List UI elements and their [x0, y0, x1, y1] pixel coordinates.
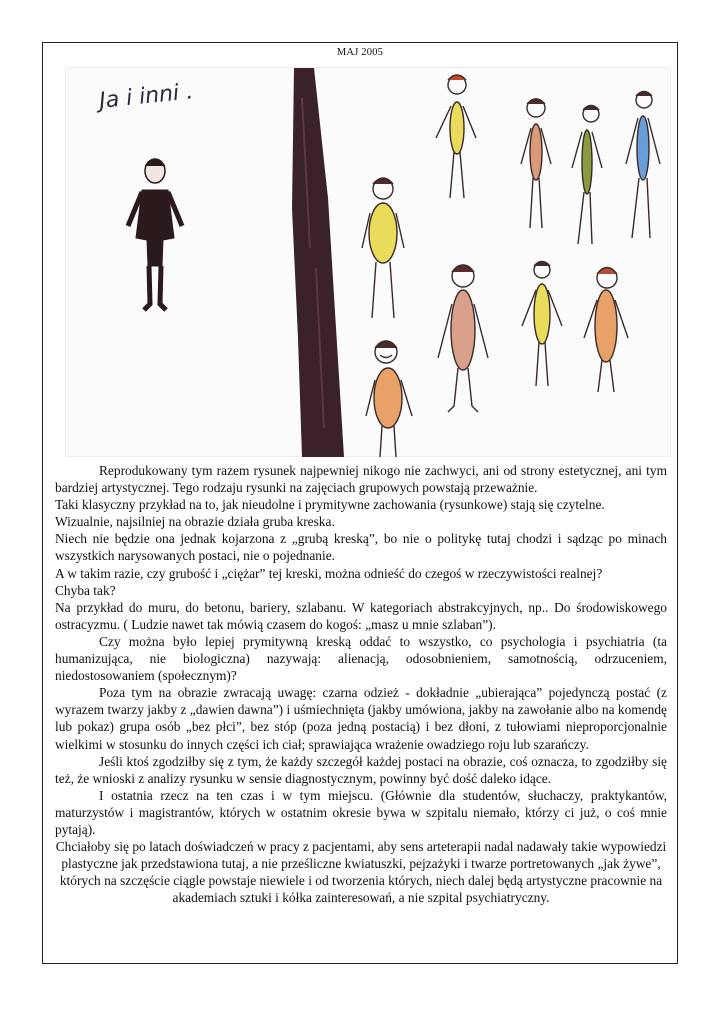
lone-dark-figure — [128, 159, 182, 310]
article-body — [55, 462, 667, 906]
paragraph: A w takim razie, czy grubość i „ciężar” tej kreski, można odnieść do czegoś w rzeczywistości realnej? — [55, 565, 603, 581]
thick-dark-line — [292, 68, 344, 457]
paragraph: I ostatnia rzecz na ten czas i w tym miejscu. (Głównie dla studentów, słuchaczy, praktykantów, maturzystów i magistrantów, których w ostatnim okresie bywa w szpitalu niemało, którzy ci już, o coś mnie pytają). — [55, 787, 667, 837]
paragraph: Wizualnie, najsilniej na obrazie działa gruba kreska. — [55, 514, 335, 530]
paragraph: Jeśli ktoś zgodziłby się z tym, że każdy szczegół każdej postaci na obrazie, coś oznacza, to zgodziłby się też, że wnioski z analizy rysunku w sensie diagnostycznym, powinny być dość daleko idące. — [55, 753, 667, 786]
issue-date: MAJ 2005 — [336, 47, 384, 58]
paragraph: Na przykład do muru, do betonu, bariery, szlabanu. W kategoriach abstrakcyjnych, np.. Do środowiskowego ostracyzmu. ( Ludzie nawet tak mówią czasem do kogoś: „masz u mnie szlaban”). — [55, 599, 667, 632]
paragraph: Niech nie będzie ona jednak kojarzona z „grubą kreską”, bo nie o politykę tutaj chodzi i sądząc po minach wszystkich narysowanych postaci, nie o pojednanie. — [55, 531, 667, 564]
page-frame — [42, 42, 678, 964]
paragraph: Reprodukowany tym razem rysunek najpewniej nikogo nie zachwyci, ani od strony estetycznej, ani tym bardziej artystycznej. Tego rodzaju rysunki na zajęciach grupowych powstają przeważnie. — [55, 463, 667, 496]
paragraph: Chyba tak? — [55, 582, 116, 598]
group-of-figures — [362, 75, 660, 457]
paragraph: Taki klasyczny przykład na to, jak nieudolne i prymitywne zachowania (rysunkowe) stają się czytelne. — [55, 497, 605, 513]
closing-paragraph: Chciałoby się po latach doświadczeń w pracy z pacjentami, aby sens arteterapii nadal nadawały takie wypowiedzi plastyczne jak przedstawiona tutaj, a nie prześliczne kwiatuszki, pejzażyki i twarze portretowanych „jak żywe”, których na szczęście ciągle powstaje niewiele i od tworzenia których, niech dalej będą artystyczne pracownie na akademiach sztuki i kółka zainteresowań, a nie szpital psychiatryczny. — [55, 839, 667, 906]
drawing-caption: Ja i inni . — [98, 79, 195, 114]
paragraph: Czy można było lepiej prymitywną kreską oddać to wszystko, co psychologia i psychiatria (ta humanizująca, nie biologiczna) nazywają: alienacją, odosobnieniem, samotnością, odrzuceniem, niedostosowaniem (społecznym)? — [55, 633, 667, 684]
paragraph: Poza tym na obrazie zwracają uwagę: czarna odzież - dokładnie „ubierająca” pojedynczą postać (z wyrazem twarzy jakby z „dawien dawna”) i uśmiechnięta (jakby umówiona, jakby na zawołanie albo na komendę lub pokaz) grupa osób „bez płci”, bez stóp (poza jedną postacią) i bez dłoni, z tułowiami nieproporcjonalnie wielkimi w stosunku do innych części ich ciał; sprawiająca wrażenie owadziego roju lub szarańczy. — [55, 685, 667, 752]
child-drawing — [65, 67, 671, 457]
